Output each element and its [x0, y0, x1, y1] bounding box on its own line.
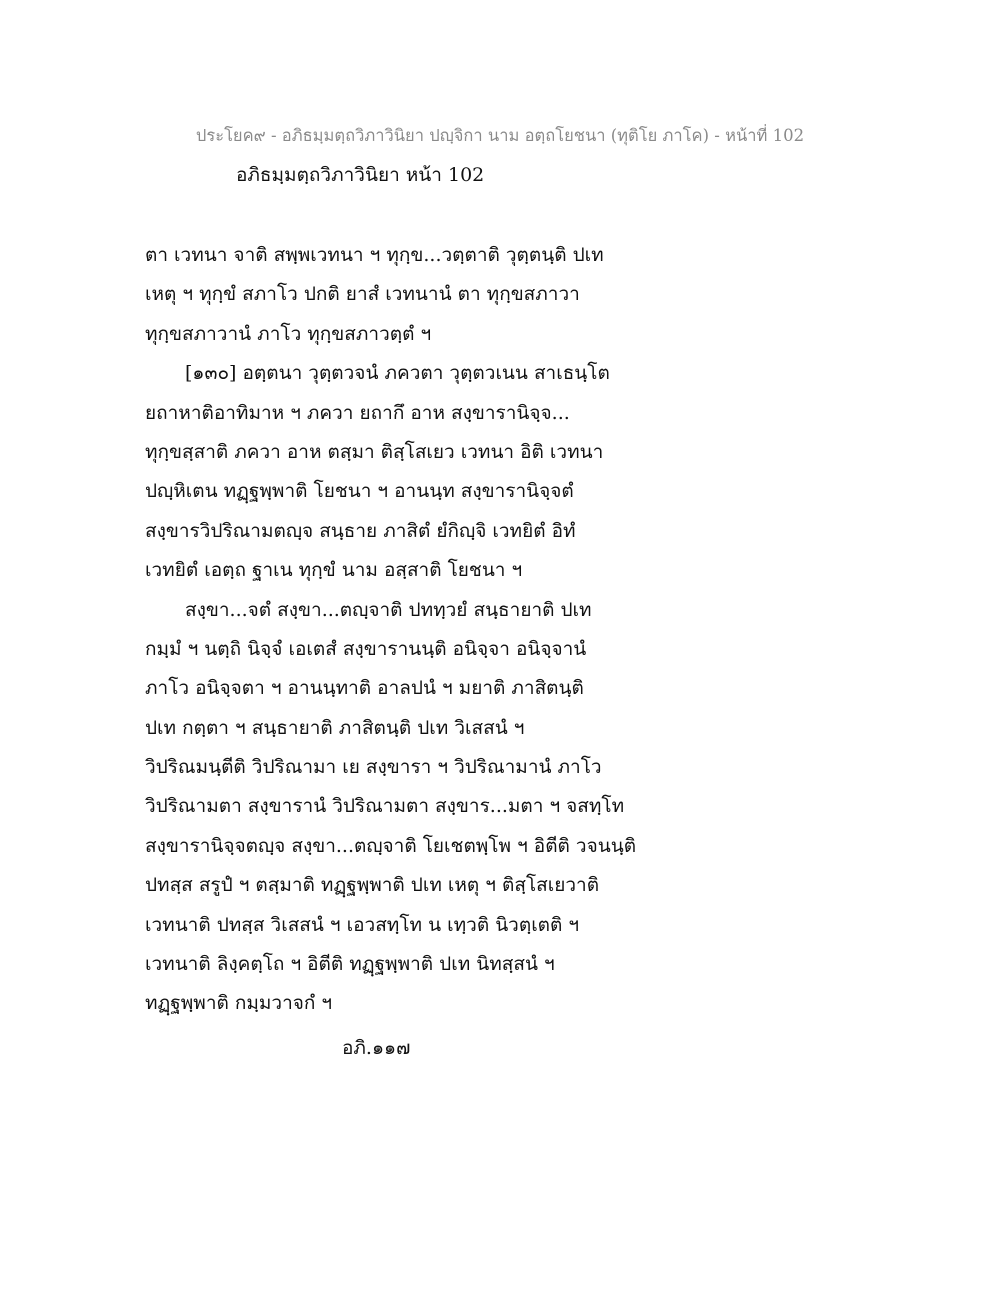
text-line: ยถาหาติอาทิมาห ฯ ภควา ยถากึ อาห สงฺขารานิจฺจ...	[145, 401, 570, 424]
footer-reference: อภิ.๑๑๗	[342, 1037, 411, 1059]
text-line: เวทนาติ ปทสฺส วิเสสนํ ฯ เอวสทฺโท น เทฺวติ นิวตฺเตติ ฯ	[145, 913, 580, 936]
text-line: ภาโว อนิจฺจตา ฯ อานนฺทาติ อาลปนํ ฯ มยาติ ภาสิตนฺติ	[145, 677, 584, 700]
text-line: ปญฺหิเตน ทฏฺฐพฺพาติ โยชนา ฯ อานนฺท สงฺขารานิจฺจตํ	[145, 480, 574, 503]
text-line: วิปริณมนฺตีติ วิปริณามา เย สงฺขารา ฯ วิปริณามานํ ภาโว	[145, 756, 602, 779]
text-line: ปทสฺส สรูปํ ฯ ตสฺมาติ ทฏฺฐพฺพาติ ปเท เหตุ ฯ ติสฺโสเยวาติ	[145, 874, 600, 897]
text-line: เวทยิตํ เอตฺถ ฐาเน ทุกฺขํ นาม อสฺสาติ โยชนา ฯ	[145, 559, 523, 582]
text-line: ทฏฺฐพฺพาติ กมฺมวาจกํ ฯ	[145, 992, 333, 1015]
text-line: เวทนาติ ลิงฺคตฺโถ ฯ อิตีติ ทฏฺฐพฺพาติ ปเท นิทสฺสนํ ฯ	[145, 953, 555, 976]
text-line: สงฺขา...จตํ สงฺขา...ตญฺจาติ ปททฺวยํ สนฺธายาติ ปเท	[185, 598, 592, 621]
running-title: ประโยค๙ - อภิธมฺมตฺถวิภาวินิยา ปญฺจิกา นาม อตฺถโยชนา (ทุติโย ภาโค) - หน้าที่ 102	[195, 126, 805, 145]
body-text	[145, 236, 665, 1024]
text-line: ตา เวทนา จาติ สพฺพเวทนา ฯ ทุกฺข...วตฺตาติ วุตฺตนฺติ ปเท	[145, 244, 604, 266]
text-line: เหตุ ฯ ทุกฺขํ สภาโว ปกติ ยาสํ เวทนานํ ตา ทุกฺขสภาวา	[145, 283, 580, 306]
text-line: สงฺขารวิปริณามตญฺจ สนฺธาย ภาสิตํ ยํกิญฺจิ เวทยิตํ อิทํ	[145, 519, 576, 542]
text-line: ทุกฺขสภาวานํ ภาโว ทุกฺขสภาวตฺตํ ฯ	[145, 322, 432, 345]
text-line: กมฺมํ ฯ นตฺถิ นิจฺจํ เอเตสํ สงฺขารานนฺติ อนิจฺจา อนิจฺจานํ	[145, 637, 587, 660]
text-line: สงฺขารานิจฺจตญฺจ สงฺขา...ตญฺจาติ โยเชตพฺโพ ฯ อิตีติ วจนนฺติ	[145, 834, 637, 857]
text-line: [๑๓๐] อตฺตนา วุตฺตวจนํ ภควตา วุตฺตวเนน สาเธนฺโต	[185, 362, 610, 385]
text-line: ปเท กตฺตา ฯ สนฺธายาติ ภาสิตนฺติ ปเท วิเสสนํ ฯ	[145, 716, 525, 739]
text-line: ทุกฺขสฺสาติ ภควา อาห ตสฺมา ติสฺโสเยว เวทนา อิติ เวทนา	[145, 440, 604, 463]
page-subtitle: อภิธมฺมตฺถวิภาวินิยา หน้า 102	[236, 164, 485, 186]
text-line: วิปริณามตา สงฺขารานํ วิปริณามตา สงฺขาร...มตา ฯ จสทฺโท	[145, 795, 625, 818]
